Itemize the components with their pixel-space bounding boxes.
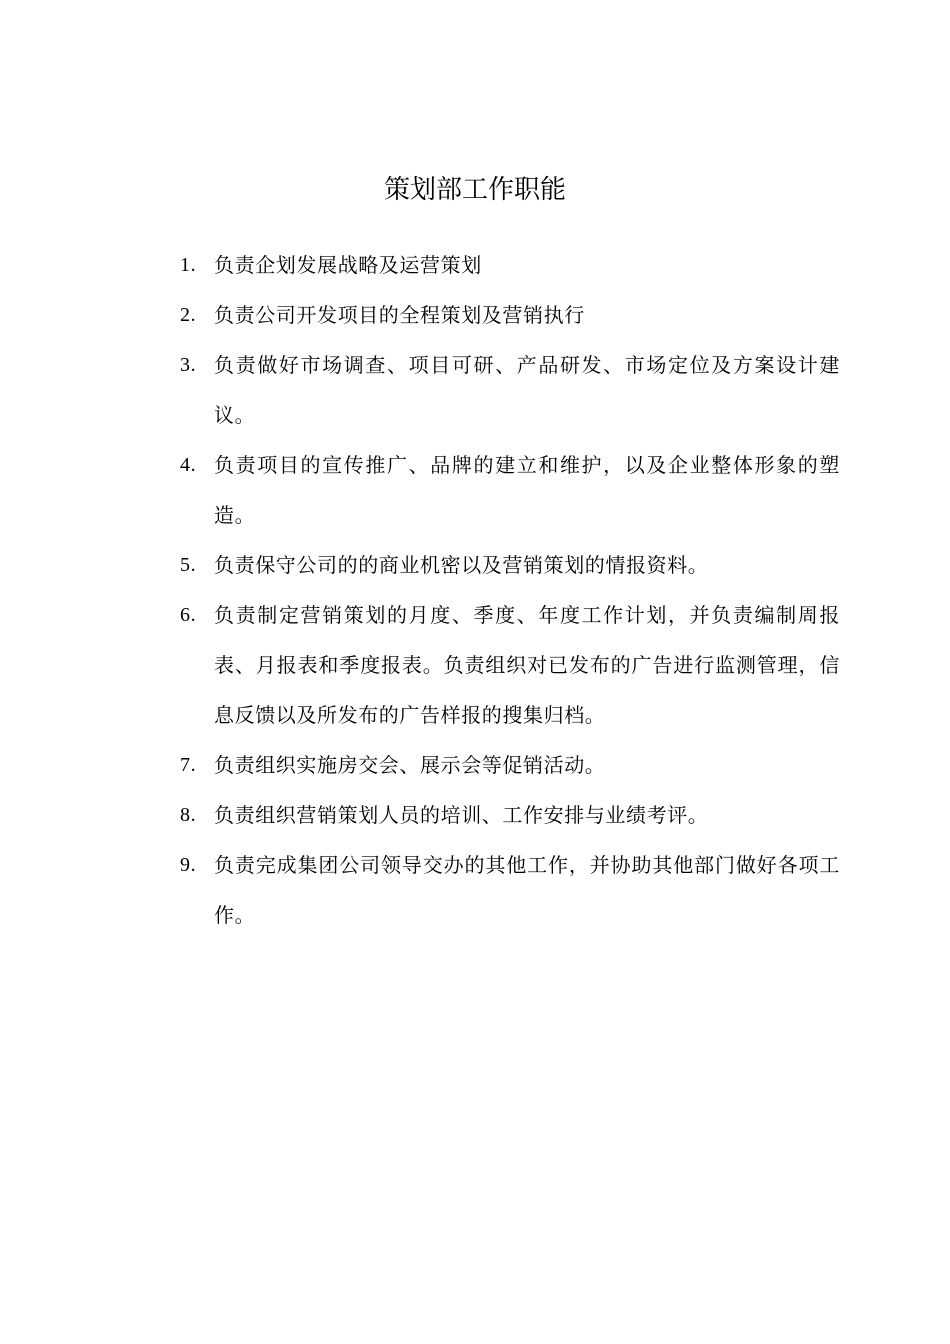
list-item [180, 590, 840, 740]
list-text: 负责组织营销策划人员的培训、工作安排与业绩考评。 [214, 803, 709, 827]
list-text: 负责完成集团公司领导交办的其他工作，并协助其他部门做好各项工作。 [214, 853, 840, 927]
list-number: 1. [180, 254, 197, 276]
list-number: 2. [180, 304, 197, 326]
list-text: 负责保守公司的的商业机密以及营销策划的情报资料。 [214, 553, 709, 577]
list-item [180, 740, 840, 790]
list-number: 8. [180, 804, 197, 826]
list-item [180, 290, 840, 340]
list-number: 7. [180, 754, 197, 776]
list-number: 9. [180, 854, 197, 876]
document-title: 策划部工作职能 [383, 175, 566, 205]
list-number: 4. [180, 454, 197, 476]
list-item [180, 240, 840, 290]
duty-list [180, 240, 840, 940]
list-number: 3. [180, 354, 197, 376]
list-text: 负责公司开发项目的全程策划及营销执行 [214, 303, 585, 327]
list-text: 负责组织实施房交会、展示会等促销活动。 [214, 753, 606, 777]
list-item [180, 790, 840, 840]
list-text: 负责制定营销策划的月度、季度、年度工作计划，并负责编制周报表、月报表和季度报表。负责组织对已发布的广告进行监测管理，信息反馈以及所发布的广告样报的搜集归档。 [214, 603, 840, 727]
list-item [180, 340, 840, 440]
list-item [180, 540, 840, 590]
list-item [180, 440, 840, 540]
list-number: 6. [180, 604, 197, 626]
list-item [180, 840, 840, 940]
list-number: 5. [180, 554, 197, 576]
list-text: 负责做好市场调查、项目可研、产品研发、市场定位及方案设计建议。 [214, 353, 840, 427]
list-text: 负责项目的宣传推广、品牌的建立和维护，以及企业整体形象的塑造。 [214, 453, 840, 527]
list-text: 负责企划发展战略及运营策划 [214, 253, 482, 277]
